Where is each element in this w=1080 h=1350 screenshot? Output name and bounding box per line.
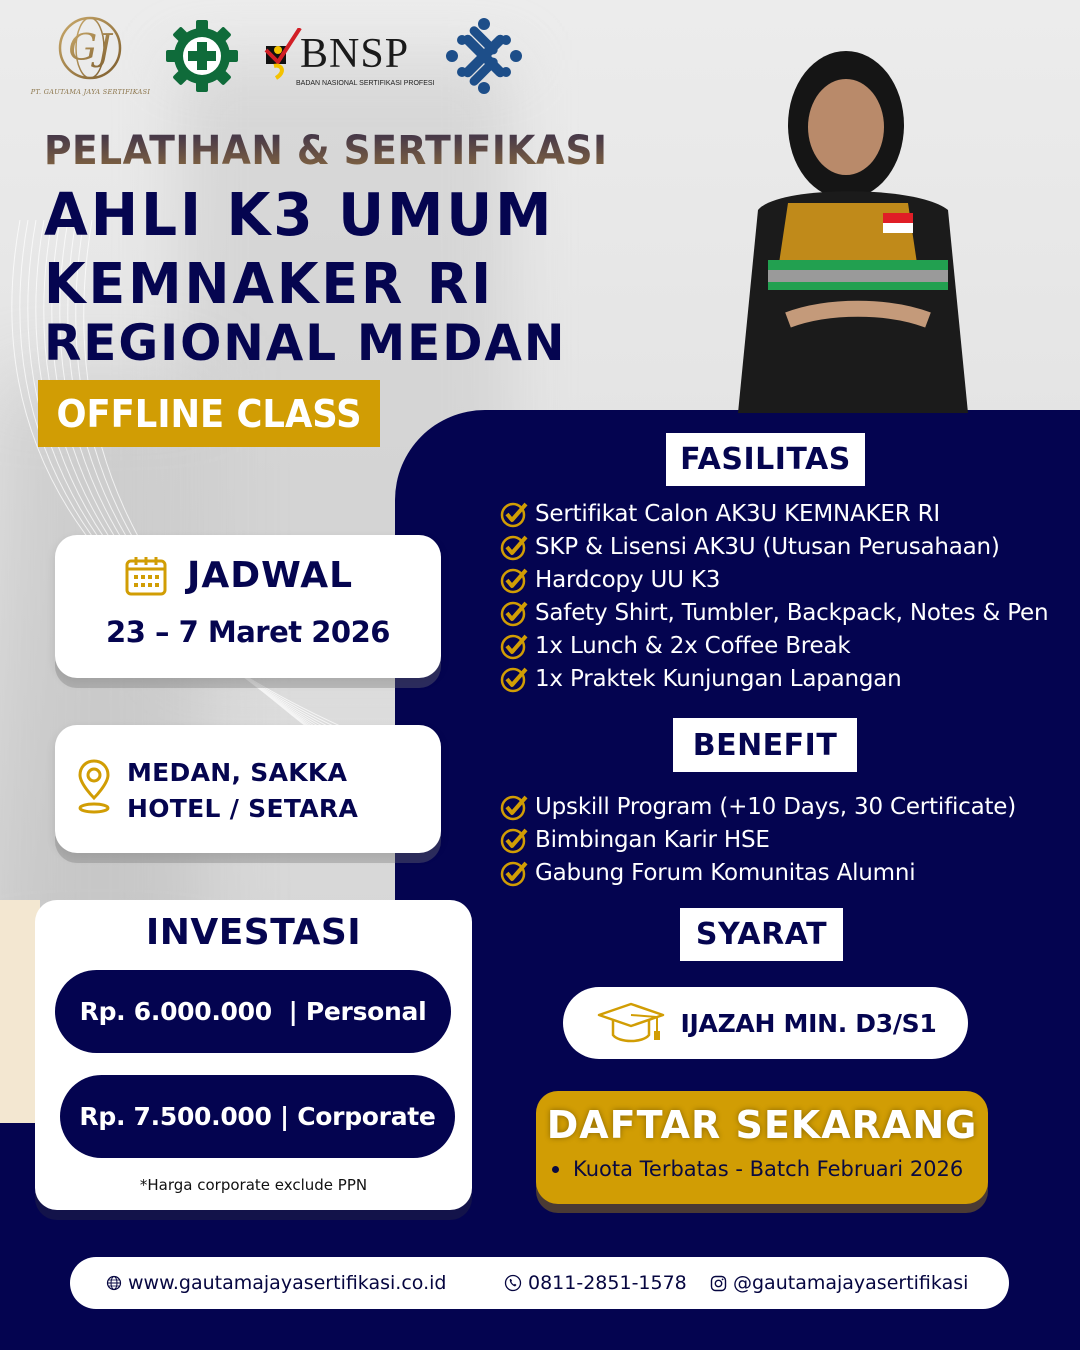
bnsp-check-figure-icon — [264, 28, 304, 80]
list-item: Hardcopy UU K3 — [500, 563, 1048, 596]
price-note: *Harga corporate exclude PPN — [139, 1176, 368, 1194]
facilities-heading — [666, 433, 865, 486]
list-item: Bimbingan Karir HSE — [500, 823, 1016, 856]
location-line-2: HOTEL / SETARA — [127, 794, 359, 823]
list-item: 1x Praktek Kunjungan Lapangan — [500, 662, 1048, 695]
schedule-card — [55, 535, 441, 678]
price-personal-pill — [55, 970, 451, 1053]
bnsp-subtitle: BADAN NASIONAL SERTIFIKASI PROFESI — [296, 80, 435, 87]
requirement-text: IJAZAH MIN. D3/S1 — [680, 1008, 937, 1038]
phone-text: 0811-2851-1578 — [528, 1272, 687, 1294]
globe-monogram-icon — [28, 14, 153, 86]
title-kemnaker: KEMNAKER RI — [44, 252, 495, 317]
instagram-text: @gautamajayasertifikasi — [733, 1272, 969, 1294]
title-pelatihan: PELATIHAN & SERTIFIKASI — [44, 128, 608, 174]
list-item: Sertifikat Calon AK3U KEMNAKER RI — [500, 497, 1048, 530]
benefit-heading — [673, 718, 857, 772]
check-circle-icon — [500, 826, 528, 854]
register-now-subtitle: Kuota Terbatas - Batch Februari 2026 — [573, 1157, 964, 1181]
svg-text:GJ: GJ — [68, 28, 112, 69]
kemnaker-logo-icon — [446, 18, 522, 94]
phone-icon — [504, 1274, 522, 1292]
offline-class-badge — [38, 380, 380, 447]
website-link[interactable] — [106, 1272, 446, 1294]
facilities-list — [500, 497, 1048, 695]
check-circle-icon — [500, 859, 528, 887]
instagram-link[interactable] — [710, 1272, 968, 1294]
requirements-title: SYARAT — [695, 917, 828, 952]
website-text: www.gautamajayasertifikasi.co.id — [128, 1272, 447, 1294]
schedule-date: 23 – 7 Maret 2026 — [106, 615, 390, 649]
investment-card — [35, 900, 472, 1210]
location-line-1: MEDAN, SAKKA — [127, 758, 348, 787]
graduation-cap-icon — [595, 1001, 667, 1045]
bullet-icon — [552, 1166, 559, 1173]
check-circle-icon — [500, 599, 528, 627]
gjs-caption: PT. GAUTAMA JAYA SERTIFIKASI — [30, 88, 151, 96]
requirement-pill — [563, 987, 968, 1059]
background-accent — [0, 900, 40, 1125]
register-now-title: DAFTAR SEKARANG — [546, 1103, 978, 1147]
check-circle-icon — [500, 533, 528, 561]
trainer-photo — [718, 35, 988, 413]
location-pin-icon — [77, 758, 111, 814]
calendar-icon — [125, 556, 167, 596]
list-item: Safety Shirt, Tumbler, Backpack, Notes & Pen — [500, 596, 1048, 629]
contact-footer — [70, 1257, 1009, 1309]
k3-safety-gear-icon — [164, 18, 240, 94]
investment-title: INVESTASI — [145, 912, 362, 953]
schedule-title: JADWAL — [187, 555, 354, 596]
check-circle-icon — [500, 500, 528, 528]
price-corporate: Rp. 7.500.000 | Corporate — [79, 1102, 436, 1131]
title-regional: REGIONAL MEDAN — [44, 314, 567, 372]
price-corporate-pill — [60, 1075, 455, 1158]
list-item: SKP & Lisensi AK3U (Utusan Perusahaan) — [500, 530, 1048, 563]
instagram-icon — [710, 1275, 727, 1292]
list-item: Gabung Forum Komunitas Alumni — [500, 856, 1016, 889]
check-circle-icon — [500, 566, 528, 594]
list-item: 1x Lunch & 2x Coffee Break — [500, 629, 1048, 662]
check-circle-icon — [500, 793, 528, 821]
register-now-button[interactable] — [536, 1091, 988, 1204]
benefit-list — [500, 790, 1016, 889]
check-circle-icon — [500, 632, 528, 660]
offline-class-label: OFFLINE CLASS — [56, 391, 362, 436]
phone-link[interactable] — [504, 1272, 687, 1294]
facilities-title: FASILITAS — [680, 442, 851, 477]
list-item: Upskill Program (+10 Days, 30 Certificate) — [500, 790, 1016, 823]
benefit-title: BENEFIT — [692, 727, 838, 763]
price-personal: Rp. 6.000.000 | Personal — [79, 997, 427, 1026]
title-ahli-k3: AHLI K3 UMUM — [44, 180, 555, 249]
location-card — [55, 725, 441, 853]
check-circle-icon — [500, 665, 528, 693]
gautama-jaya-logo — [28, 14, 153, 96]
requirements-heading — [680, 908, 843, 961]
globe-icon — [106, 1275, 122, 1291]
bnsp-wordmark: BNSP — [300, 31, 410, 77]
